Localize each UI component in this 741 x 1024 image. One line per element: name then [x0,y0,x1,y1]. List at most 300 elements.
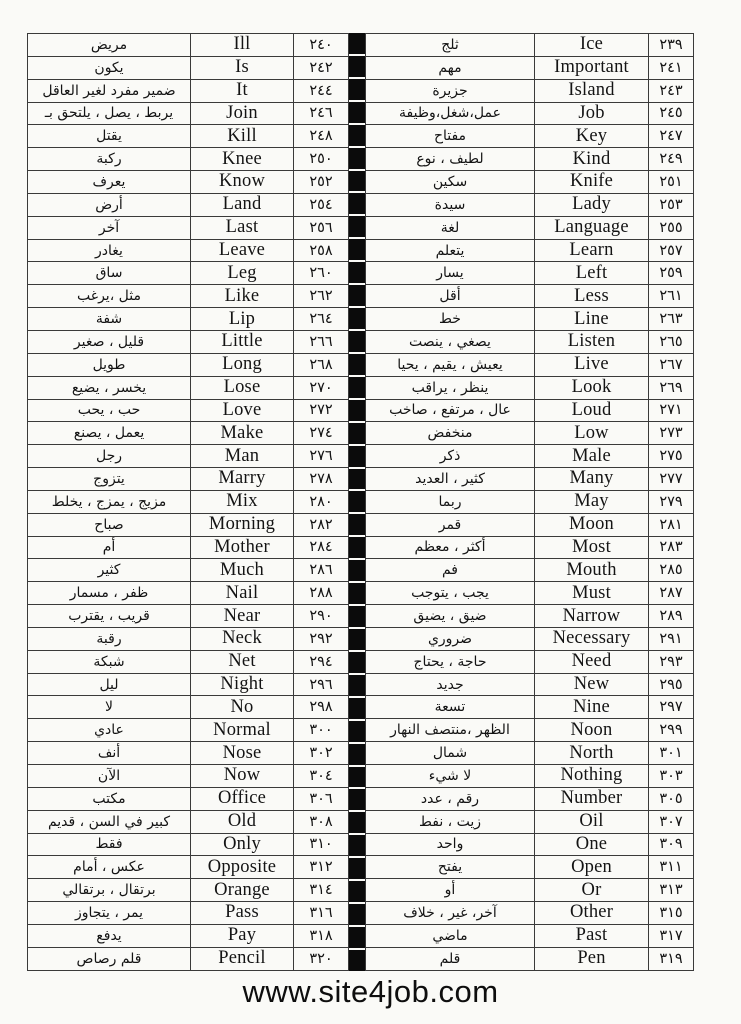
arabic-cell: رقبة [28,627,191,650]
number-cell: ٣١٥ [649,902,694,925]
english-cell: Last [191,216,294,239]
table-row [28,422,349,445]
table-row [28,833,349,856]
english-cell: Live [535,353,649,376]
arabic-cell: آخر [28,216,191,239]
table-row [366,856,694,879]
binding-bar-segment [349,125,365,148]
number-cell: ٢٦٥ [649,330,694,353]
english-cell: Learn [535,239,649,262]
arabic-cell: قمر [366,513,535,536]
right-vocabulary-table [365,33,694,971]
arabic-cell: تسعة [366,696,535,719]
table-row [28,445,349,468]
english-cell: Loud [535,399,649,422]
number-cell: ٢٤٣ [649,79,694,102]
number-cell: ٢٤٨ [294,125,349,148]
binding-bar-segment [349,469,365,492]
english-cell: Moon [535,513,649,536]
english-cell: Mix [191,490,294,513]
binding-bar-segment [349,377,365,400]
left-vocabulary-table [27,33,349,971]
arabic-cell: يمر ، يتجاوز [28,902,191,925]
number-cell: ٢٥٧ [649,239,694,262]
number-cell: ٢٤٩ [649,148,694,171]
table-row [28,879,349,902]
arabic-cell: أكثر ، معظم [366,536,535,559]
table-row [28,148,349,171]
arabic-cell: مكتب [28,787,191,810]
table-row [28,605,349,628]
table-row [366,719,694,742]
english-cell: Lose [191,376,294,399]
arabic-cell: لطيف ، نوع [366,148,535,171]
number-cell: ٢٦٣ [649,308,694,331]
number-cell: ٢٥٦ [294,216,349,239]
binding-bar-segment [349,537,365,560]
arabic-cell: زيت ، نفط [366,810,535,833]
english-cell: Normal [191,719,294,742]
table-row [28,696,349,719]
number-cell: ٢٤٦ [294,102,349,125]
english-cell: Knee [191,148,294,171]
binding-bar-segment [349,193,365,216]
arabic-cell: سيدة [366,193,535,216]
arabic-cell: ربما [366,490,535,513]
english-cell: Open [535,856,649,879]
number-cell: ٢٥٩ [649,262,694,285]
number-cell: ٢٦١ [649,285,694,308]
english-cell: Opposite [191,856,294,879]
arabic-cell: ظفر ، مسمار [28,582,191,605]
english-cell: Job [535,102,649,125]
table-row [366,239,694,262]
binding-bar-segment [349,33,365,56]
arabic-cell: قليل ، صغير [28,330,191,353]
number-cell: ٢٩٣ [649,650,694,673]
binding-bar-segment [349,721,365,744]
table-row [28,34,349,57]
arabic-cell: قريب ، يقترب [28,605,191,628]
table-row [366,34,694,57]
english-cell: Leg [191,262,294,285]
table-row [28,262,349,285]
arabic-cell: طويل [28,353,191,376]
english-cell: Old [191,810,294,833]
english-cell: Is [191,56,294,79]
table-row [366,330,694,353]
number-cell: ٣٠٣ [649,765,694,788]
table-row [28,490,349,513]
arabic-cell: ليل [28,673,191,696]
arabic-cell: عكس ، أمام [28,856,191,879]
table-row [366,262,694,285]
number-cell: ٢٨٤ [294,536,349,559]
table-row [28,719,349,742]
table-row [28,787,349,810]
english-cell: New [535,673,649,696]
number-cell: ٢٩٠ [294,605,349,628]
table-row [366,696,694,719]
arabic-cell: لا [28,696,191,719]
number-cell: ٣٠٩ [649,833,694,856]
table-row [28,582,349,605]
arabic-cell: يغادر [28,239,191,262]
english-cell: Long [191,353,294,376]
table-row [28,56,349,79]
arabic-cell: صباح [28,513,191,536]
table-row [28,171,349,194]
number-cell: ٣٠٥ [649,787,694,810]
english-cell: Love [191,399,294,422]
binding-bar-segment [349,789,365,812]
number-cell: ٢٧٧ [649,468,694,491]
table-row [28,856,349,879]
english-cell: Number [535,787,649,810]
english-cell: Join [191,102,294,125]
table-row [366,422,694,445]
english-cell: It [191,79,294,102]
number-cell: ٢٩٧ [649,696,694,719]
table-row [366,171,694,194]
english-cell: Most [535,536,649,559]
arabic-cell: عمل،شغل،وظيفة [366,102,535,125]
english-cell: Listen [535,330,649,353]
table-row [28,742,349,765]
english-cell: Nail [191,582,294,605]
english-cell: Narrow [535,605,649,628]
english-cell: Ill [191,34,294,57]
table-row [28,513,349,536]
number-cell: ٣١٧ [649,924,694,947]
arabic-cell: ينظر ، يراقب [366,376,535,399]
arabic-cell: الظهر ،منتصف النهار [366,719,535,742]
english-cell: Pay [191,924,294,947]
english-cell: Noon [535,719,649,742]
english-cell: Must [535,582,649,605]
table-row [28,308,349,331]
table-row [366,399,694,422]
table-row [366,490,694,513]
arabic-cell: يعمل ، يصنع [28,422,191,445]
number-cell: ٣١٢ [294,856,349,879]
arabic-cell: ثلج [366,34,535,57]
number-cell: ٢٦٧ [649,353,694,376]
english-cell: Left [535,262,649,285]
number-cell: ٢٥٣ [649,193,694,216]
arabic-cell: جديد [366,673,535,696]
binding-bar-segment [349,950,365,971]
arabic-cell: ضمير مفرد لغير العاقل [28,79,191,102]
number-cell: ٣١٠ [294,833,349,856]
arabic-cell: يسار [366,262,535,285]
number-cell: ٢٧١ [649,399,694,422]
table-row [366,902,694,925]
english-cell: Leave [191,239,294,262]
arabic-cell: لغة [366,216,535,239]
number-cell: ٢٥٨ [294,239,349,262]
table-row [28,399,349,422]
binding-bar-segment [349,927,365,950]
number-cell: ٢٩٤ [294,650,349,673]
table-row [366,627,694,650]
english-cell: Oil [535,810,649,833]
binding-bar-segment [349,514,365,537]
number-cell: ٢٥٢ [294,171,349,194]
english-cell: Marry [191,468,294,491]
binding-bar-segment [349,79,365,102]
arabic-cell: عادي [28,719,191,742]
english-cell: Pencil [191,947,294,970]
english-cell: Near [191,605,294,628]
table-row [28,125,349,148]
number-cell: ٣١٩ [649,947,694,970]
table-row [366,650,694,673]
english-cell: Language [535,216,649,239]
number-cell: ٢٤٧ [649,125,694,148]
table-row [28,285,349,308]
table-row [28,376,349,399]
number-cell: ٢٦٤ [294,308,349,331]
arabic-cell: مهم [366,56,535,79]
number-cell: ٢٦٩ [649,376,694,399]
arabic-cell: شبكة [28,650,191,673]
number-cell: ٢٧٦ [294,445,349,468]
english-cell: No [191,696,294,719]
number-cell: ٢٥٥ [649,216,694,239]
arabic-cell: أنف [28,742,191,765]
table-row [28,924,349,947]
english-cell: Only [191,833,294,856]
english-cell: One [535,833,649,856]
left-table-body [28,34,349,971]
table-row [366,148,694,171]
binding-bar-segment [349,171,365,194]
number-cell: ٢٧٠ [294,376,349,399]
number-cell: ٢٩٢ [294,627,349,650]
arabic-cell: شمال [366,742,535,765]
binding-bar-segment [349,606,365,629]
binding-bar-segment [349,835,365,858]
arabic-cell: كبير في السن ، قديم [28,810,191,833]
english-cell: Know [191,171,294,194]
english-cell: Pen [535,947,649,970]
english-cell: Important [535,56,649,79]
number-cell: ٢٨٠ [294,490,349,513]
number-cell: ٢٩٦ [294,673,349,696]
number-cell: ٢٤٥ [649,102,694,125]
number-cell: ٢٨٣ [649,536,694,559]
number-cell: ٢٣٩ [649,34,694,57]
english-cell: Nothing [535,765,649,788]
table-row [366,216,694,239]
table-row [366,947,694,970]
binding-bar-segment [349,812,365,835]
table-row [366,102,694,125]
english-cell: Orange [191,879,294,902]
english-cell: Net [191,650,294,673]
arabic-cell: مفتاح [366,125,535,148]
english-cell: Look [535,376,649,399]
arabic-cell: مريض [28,34,191,57]
number-cell: ٢٥٠ [294,148,349,171]
english-cell: Much [191,559,294,582]
table-row [28,353,349,376]
arabic-cell: شفة [28,308,191,331]
number-cell: ٢٧٤ [294,422,349,445]
table-row [28,902,349,925]
number-cell: ٢٨٩ [649,605,694,628]
arabic-cell: يدفع [28,924,191,947]
number-cell: ٢٩٨ [294,696,349,719]
english-cell: Mother [191,536,294,559]
english-cell: Line [535,308,649,331]
binding-bar-segment [349,285,365,308]
binding-bar-segment [349,858,365,881]
arabic-cell: آخر، غير ، خلاف [366,902,535,925]
binding-bar-segment [349,446,365,469]
table-row [366,308,694,331]
number-cell: ٣١٨ [294,924,349,947]
arabic-cell: فقط [28,833,191,856]
arabic-cell: ركبة [28,148,191,171]
english-cell: Or [535,879,649,902]
arabic-cell: يصغي ، ينصت [366,330,535,353]
binding-bar-segment [349,56,365,79]
arabic-cell: رجل [28,445,191,468]
arabic-cell: الآن [28,765,191,788]
table-row [366,559,694,582]
table-row [366,79,694,102]
english-cell: Male [535,445,649,468]
english-cell: Many [535,468,649,491]
number-cell: ٢٧٢ [294,399,349,422]
number-cell: ٣١١ [649,856,694,879]
arabic-cell: يكون [28,56,191,79]
english-cell: May [535,490,649,513]
binding-bar-segment [349,881,365,904]
number-cell: ٢٧٣ [649,422,694,445]
english-cell: Pass [191,902,294,925]
table-row [28,673,349,696]
english-cell: Kind [535,148,649,171]
number-cell: ٢٧٥ [649,445,694,468]
table-row [366,787,694,810]
table-row [366,536,694,559]
number-cell: ٢٧٩ [649,490,694,513]
arabic-cell: لا شيء [366,765,535,788]
arabic-cell: ذكر [366,445,535,468]
english-cell: Lip [191,308,294,331]
number-cell: ٣٠١ [649,742,694,765]
english-cell: Less [535,285,649,308]
english-cell: Now [191,765,294,788]
table-row [28,559,349,582]
arabic-cell: أرض [28,193,191,216]
number-cell: ٣٢٠ [294,947,349,970]
arabic-cell: يعيش ، يقيم ، يحيا [366,353,535,376]
arabic-cell: قلم رصاص [28,947,191,970]
table-row [28,765,349,788]
arabic-cell: حاجة ، يحتاج [366,650,535,673]
number-cell: ٢٦٢ [294,285,349,308]
number-cell: ٣٠٧ [649,810,694,833]
number-cell: ٢٤٠ [294,34,349,57]
binding-bar-segment [349,744,365,767]
english-cell: Ice [535,34,649,57]
website-footer-text: www.site4job.com [242,974,499,1009]
arabic-cell: سكين [366,171,535,194]
english-cell: Kill [191,125,294,148]
number-cell: ٢٥١ [649,171,694,194]
binding-bar-segment [349,262,365,285]
english-cell: Key [535,125,649,148]
table-row [28,193,349,216]
arabic-cell: يخسر ، يضيع [28,376,191,399]
english-cell: Night [191,673,294,696]
table-row [28,468,349,491]
table-row [366,605,694,628]
arabic-cell: برتقال ، برتقالي [28,879,191,902]
english-cell: Knife [535,171,649,194]
arabic-cell: خط [366,308,535,331]
table-row [366,924,694,947]
number-cell: ٣٠٨ [294,810,349,833]
arabic-cell: قلم [366,947,535,970]
table-row [366,376,694,399]
number-cell: ٣١٤ [294,879,349,902]
book-binding-bar [349,33,365,971]
number-cell: ٢٦٦ [294,330,349,353]
binding-bar-segment [349,423,365,446]
binding-bar-segment [349,148,365,171]
arabic-cell: عال ، مرتفع ، صاخب [366,399,535,422]
number-cell: ٢٦٨ [294,353,349,376]
number-cell: ٣١٣ [649,879,694,902]
number-cell: ٢٨٧ [649,582,694,605]
english-cell: Other [535,902,649,925]
binding-bar-segment [349,767,365,790]
arabic-cell: ساق [28,262,191,285]
arabic-cell: كثير ، العديد [366,468,535,491]
arabic-cell: يعرف [28,171,191,194]
english-cell: Island [535,79,649,102]
number-cell: ٢٨٢ [294,513,349,536]
table-row [366,468,694,491]
table-row [366,353,694,376]
arabic-cell: واحد [366,833,535,856]
arabic-cell: منخفض [366,422,535,445]
table-row [366,833,694,856]
table-row [366,765,694,788]
binding-bar-segment [349,904,365,927]
number-cell: ٣٠٤ [294,765,349,788]
english-cell: Make [191,422,294,445]
table-row [28,102,349,125]
table-row [366,673,694,696]
english-cell: Need [535,650,649,673]
arabic-cell: جزيرة [366,79,535,102]
table-row [28,239,349,262]
number-cell: ٢٩٩ [649,719,694,742]
arabic-cell: يربط ، يصل ، يلتحق بـ [28,102,191,125]
english-cell: Nine [535,696,649,719]
arabic-cell: يتزوج [28,468,191,491]
number-cell: ٢٩٥ [649,673,694,696]
binding-bar-segment [349,560,365,583]
binding-bar-segment [349,652,365,675]
binding-bar-segment [349,583,365,606]
